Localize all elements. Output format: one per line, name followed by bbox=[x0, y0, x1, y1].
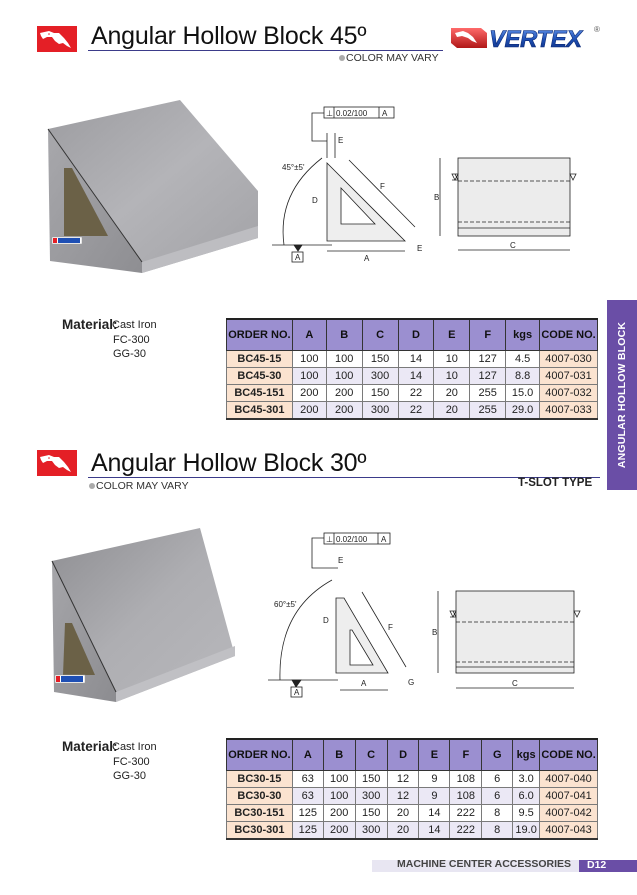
table-cell: 125 bbox=[292, 822, 323, 840]
product-image-45 bbox=[44, 98, 274, 281]
table-cell: 108 bbox=[450, 771, 482, 788]
order-no-cell: BC30-30 bbox=[227, 788, 293, 805]
table-row bbox=[227, 788, 598, 805]
page-number: D12 bbox=[587, 859, 607, 871]
vertex-logo bbox=[451, 23, 601, 53]
color-note-text: COLOR MAY VARY bbox=[346, 52, 439, 64]
table-row bbox=[227, 368, 598, 385]
material-label: Material: bbox=[62, 317, 118, 332]
svg-text:VERTEX: VERTEX bbox=[489, 26, 582, 53]
page-title-45: Angular Hollow Block 45º bbox=[91, 22, 367, 50]
svg-text:E: E bbox=[338, 136, 344, 145]
color-note-text: COLOR MAY VARY bbox=[96, 480, 189, 492]
table-cell: 127 bbox=[470, 351, 506, 368]
col-header: C bbox=[355, 739, 387, 771]
col-header: C bbox=[362, 319, 398, 351]
table-cell: 20 bbox=[387, 822, 419, 840]
order-no-cell: BC30-15 bbox=[227, 771, 293, 788]
svg-text:B: B bbox=[434, 193, 440, 202]
table-cell: 14 bbox=[419, 822, 450, 840]
svg-text:A: A bbox=[294, 688, 300, 697]
table-cell: 255 bbox=[470, 402, 506, 420]
table-cell: 108 bbox=[450, 788, 482, 805]
order-no-cell: BC30-151 bbox=[227, 805, 293, 822]
col-header: CODE NO. bbox=[540, 739, 598, 771]
table-cell: 63 bbox=[292, 788, 323, 805]
svg-text:A: A bbox=[364, 254, 370, 263]
order-no-cell: BC45-301 bbox=[227, 402, 293, 420]
table-cell: 3.0 bbox=[513, 771, 540, 788]
table-cell: 9.5 bbox=[513, 805, 540, 822]
table-cell: 8.8 bbox=[506, 368, 540, 385]
svg-text:F: F bbox=[388, 623, 393, 632]
svg-text:E: E bbox=[338, 556, 344, 565]
svg-text:A: A bbox=[361, 679, 367, 688]
side-tab-section bbox=[607, 300, 637, 490]
table-cell: 125 bbox=[292, 805, 323, 822]
col-header: kgs bbox=[506, 319, 540, 351]
eagle-logo-icon bbox=[37, 450, 77, 476]
table-cell: 150 bbox=[355, 771, 387, 788]
table-cell: 12 bbox=[387, 788, 419, 805]
material-line: GG-30 bbox=[113, 770, 147, 782]
code-no-cell: 4007-043 bbox=[540, 822, 598, 840]
spec-table-30 bbox=[226, 738, 598, 840]
svg-text:F: F bbox=[380, 182, 385, 191]
col-header: B bbox=[326, 319, 362, 351]
eagle-logo-icon bbox=[37, 26, 77, 52]
table-cell: 10 bbox=[434, 368, 470, 385]
spec-table-45 bbox=[226, 318, 598, 420]
table-cell: 222 bbox=[450, 805, 482, 822]
col-header: ORDER NO. bbox=[227, 319, 293, 351]
col-header: D bbox=[387, 739, 419, 771]
table-row bbox=[227, 822, 598, 840]
svg-text:0.02/100: 0.02/100 bbox=[336, 535, 368, 544]
table-cell: 100 bbox=[292, 351, 326, 368]
table-cell: 14 bbox=[398, 351, 434, 368]
table-cell: 200 bbox=[292, 402, 326, 420]
svg-text:D: D bbox=[312, 196, 318, 205]
bullet-icon bbox=[339, 55, 345, 61]
page-number-badge bbox=[579, 860, 637, 872]
col-header: F bbox=[450, 739, 482, 771]
drawing-profile-45 bbox=[272, 103, 432, 268]
table-cell: 6 bbox=[482, 771, 513, 788]
col-header: A bbox=[292, 319, 326, 351]
col-header: CODE NO. bbox=[540, 319, 598, 351]
table-header-row bbox=[227, 739, 598, 771]
svg-text:E: E bbox=[417, 244, 423, 253]
drawing-front-30 bbox=[430, 585, 590, 700]
table-row bbox=[227, 385, 598, 402]
svg-text:60°±5': 60°±5' bbox=[274, 600, 297, 609]
svg-text:®: ® bbox=[594, 25, 600, 34]
side-tab-label: ANGULAR HOLLOW BLOCK bbox=[616, 321, 628, 469]
table-cell: 6 bbox=[482, 788, 513, 805]
table-cell: 8 bbox=[482, 805, 513, 822]
order-no-cell: BC45-151 bbox=[227, 385, 293, 402]
col-header: E bbox=[419, 739, 450, 771]
product-image-30 bbox=[50, 528, 240, 713]
material-line: FC-300 bbox=[113, 334, 150, 346]
svg-text:B: B bbox=[432, 628, 438, 637]
page-title-30: Angular Hollow Block 30º bbox=[91, 449, 367, 477]
order-no-cell: BC30-301 bbox=[227, 822, 293, 840]
table-header-row bbox=[227, 319, 598, 351]
table-cell: 127 bbox=[470, 368, 506, 385]
svg-text:A: A bbox=[381, 535, 387, 544]
svg-text:C: C bbox=[510, 241, 516, 250]
table-cell: 200 bbox=[292, 385, 326, 402]
table-cell: 150 bbox=[355, 805, 387, 822]
table-cell: 15.0 bbox=[506, 385, 540, 402]
svg-text:0.02/100: 0.02/100 bbox=[336, 109, 368, 118]
table-cell: 4.5 bbox=[506, 351, 540, 368]
table-cell: 22 bbox=[398, 385, 434, 402]
table-cell: 63 bbox=[292, 771, 323, 788]
table-cell: 100 bbox=[326, 351, 362, 368]
color-note-45 bbox=[339, 52, 439, 64]
table-cell: 222 bbox=[450, 822, 482, 840]
svg-text:G: G bbox=[408, 678, 415, 687]
code-no-cell: 4007-041 bbox=[540, 788, 598, 805]
col-header: A bbox=[292, 739, 323, 771]
material-line: Cast Iron bbox=[112, 741, 157, 753]
svg-text:A: A bbox=[382, 109, 388, 118]
code-no-cell: 4007-033 bbox=[540, 402, 598, 420]
table-cell: 10 bbox=[434, 351, 470, 368]
table-cell: 200 bbox=[323, 822, 355, 840]
code-no-cell: 4007-031 bbox=[540, 368, 598, 385]
table-cell: 300 bbox=[355, 822, 387, 840]
svg-text:45°±5': 45°±5' bbox=[282, 163, 305, 172]
table-cell: 100 bbox=[326, 368, 362, 385]
table-cell: 12 bbox=[387, 771, 419, 788]
table-cell: 14 bbox=[398, 368, 434, 385]
table-row bbox=[227, 402, 598, 420]
table-cell: 100 bbox=[323, 771, 355, 788]
drawing-profile-30 bbox=[268, 530, 418, 710]
table-cell: 200 bbox=[326, 402, 362, 420]
table-cell: 100 bbox=[323, 788, 355, 805]
code-no-cell: 4007-042 bbox=[540, 805, 598, 822]
table-cell: 255 bbox=[470, 385, 506, 402]
code-no-cell: 4007-030 bbox=[540, 351, 598, 368]
col-header: E bbox=[434, 319, 470, 351]
table-cell: 100 bbox=[292, 368, 326, 385]
bullet-icon bbox=[89, 483, 95, 489]
material-line: FC-300 bbox=[113, 756, 150, 768]
table-cell: 14 bbox=[419, 805, 450, 822]
code-no-cell: 4007-040 bbox=[540, 771, 598, 788]
table-cell: 19.0 bbox=[513, 822, 540, 840]
table-cell: 200 bbox=[323, 805, 355, 822]
table-cell: 9 bbox=[419, 771, 450, 788]
table-cell: 20 bbox=[434, 385, 470, 402]
col-header: D bbox=[398, 319, 434, 351]
col-header: F bbox=[470, 319, 506, 351]
table-cell: 200 bbox=[326, 385, 362, 402]
drawing-front-45 bbox=[430, 152, 590, 265]
material-line: Cast Iron bbox=[112, 319, 157, 331]
col-header: ORDER NO. bbox=[227, 739, 293, 771]
svg-text:D: D bbox=[323, 616, 329, 625]
col-header: kgs bbox=[513, 739, 540, 771]
code-no-cell: 4007-032 bbox=[540, 385, 598, 402]
table-cell: 150 bbox=[362, 385, 398, 402]
material-label: Material: bbox=[62, 739, 118, 754]
col-header: G bbox=[482, 739, 513, 771]
svg-text:A: A bbox=[295, 253, 301, 262]
table-cell: 300 bbox=[362, 402, 398, 420]
col-header: B bbox=[323, 739, 355, 771]
table-cell: 29.0 bbox=[506, 402, 540, 420]
table-cell: 20 bbox=[387, 805, 419, 822]
svg-text:⊥: ⊥ bbox=[326, 535, 333, 544]
table-cell: 8 bbox=[482, 822, 513, 840]
svg-text:⊥: ⊥ bbox=[326, 109, 333, 118]
table-cell: 150 bbox=[362, 351, 398, 368]
table-row bbox=[227, 805, 598, 822]
table-cell: 300 bbox=[355, 788, 387, 805]
order-no-cell: BC45-30 bbox=[227, 368, 293, 385]
table-row bbox=[227, 771, 598, 788]
color-note-30 bbox=[89, 480, 189, 492]
t-slot-type-label: T-SLOT TYPE bbox=[518, 477, 593, 489]
order-no-cell: BC45-15 bbox=[227, 351, 293, 368]
table-row bbox=[227, 351, 598, 368]
table-cell: 300 bbox=[362, 368, 398, 385]
material-line: GG-30 bbox=[113, 348, 147, 360]
table-cell: 22 bbox=[398, 402, 434, 420]
svg-text:C: C bbox=[512, 679, 518, 688]
table-cell: 20 bbox=[434, 402, 470, 420]
table-cell: 6.0 bbox=[513, 788, 540, 805]
title-underline bbox=[88, 50, 443, 51]
footer-section-label: MACHINE CENTER ACCESSORIES bbox=[397, 858, 572, 870]
table-cell: 9 bbox=[419, 788, 450, 805]
